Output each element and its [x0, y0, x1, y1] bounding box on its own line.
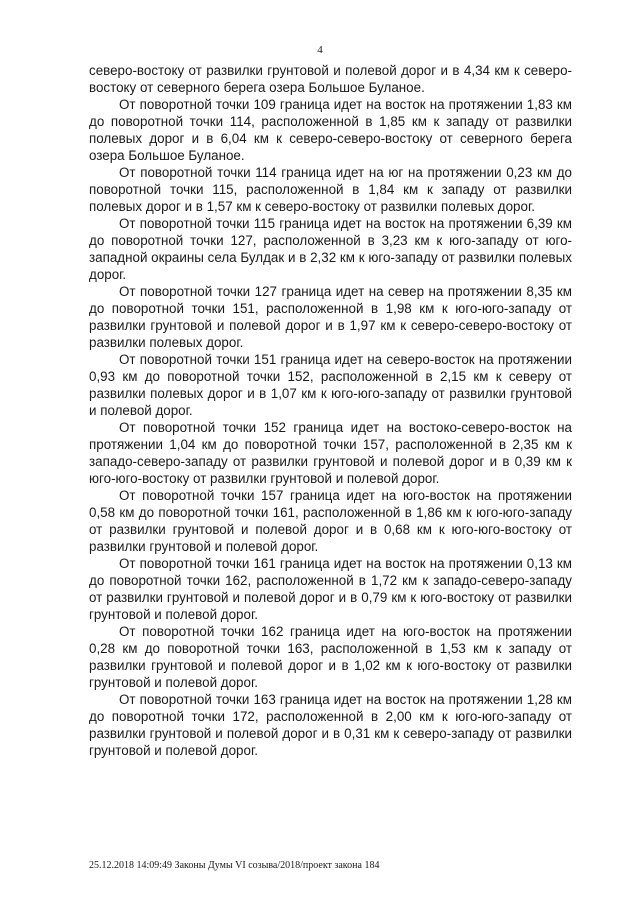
- paragraph: От поворотной точки 114 граница идет на юг на протяжении 0,23 км до поворотной точки 115, расположенной в 1,84 км к западу от развилки полевых дорог и в 1,57 км к северо-востоку от развилки полевых дорог.: [89, 165, 572, 214]
- paragraph: От поворотной точки 127 граница идет на север на протяжении 8,35 км до поворотной точки 151, расположенной в 1,98 км к юго-юго-западу от развилки грунтовой и полевой дорог и в 1,97 км к северо-северо-востоку от развилки полевых дорог.: [89, 284, 572, 350]
- paragraph: От поворотной точки 151 граница идет на северо-восток на протяжении 0,93 км до поворотной точки 152, расположенной в 2,15 км к северу от развилки полевых дорог и в 1,07 км к юго-юго-западу от развилки грунтовой и полевой дорог.: [89, 352, 572, 418]
- paragraph: От поворотной точки 161 граница идет на восток на протяжении 0,13 км до поворотной точки 162, расположенной в 1,72 км к западо-северо-западу от развилки грунтовой и полевой дорог и в 0,79 км к юго-востоку от развилки грунтовой и полевой дорог.: [89, 556, 572, 622]
- page-number: 4: [317, 44, 323, 56]
- paragraph: От поворотной точки 163 граница идет на восток на протяжении 1,28 км до поворотной точки 172, расположенной в 2,00 км к юго-юго-западу от развилки грунтовой и полевой дорог и в 0,31 км к северо-западу от развилки грунтовой и полевой дорог.: [89, 692, 572, 758]
- document-body: [89, 62, 572, 759]
- paragraph: От поворотной точки 152 граница идет на востоко-северо-восток на протяжении 1,04 км до поворотной точки 157, расположенной в 2,35 км к западо-северо-западу от развилки грунтовой и полевой дорог и в 0,39 км к юго-юго-востоку от развилки грунтовой и полевой дорог.: [89, 420, 572, 486]
- paragraph: От поворотной точки 162 граница идет на юго-восток на протяжении 0,28 км до поворотной точки 163, расположенной в 1,53 км к западу от развилки грунтовой и полевой дорог и в 1,02 км к юго-востоку от развилки грунтовой и полевой дорог.: [89, 624, 572, 690]
- paragraph: От поворотной точки 109 граница идет на восток на протяжении 1,83 км до поворотной точки 114, расположенной в 1,85 км к западу от развилки полевых дорог и в 6,04 км к северо-северо-востоку от северного берега озера Большое Буланое.: [89, 97, 572, 163]
- paragraph: От поворотной точки 115 граница идет на восток на протяжении 6,39 км до поворотной точки 127, расположенной в 3,23 км к юго-западу от юго-западной окраины села Булдак и в 2,32 км к юго-западу от развилки полевых дорог.: [89, 216, 572, 282]
- document-footer: 25.12.2018 14:09:49 Законы Думы VI созыва/2018/проект закона 184: [89, 860, 380, 871]
- paragraph: От поворотной точки 157 граница идет на юго-восток на протяжении 0,58 км до поворотной точки 161, расположенной в 1,86 км к юго-юго-западу от развилки грунтовой и полевой дорог и в 0,68 км к юго-юго-востоку от развилки грунтовой и полевой дорог.: [89, 488, 572, 554]
- paragraph: северо-востоку от развилки грунтовой и полевой дорог и в 4,34 км к северо-востоку от северного берега озера Большое Буланое.: [89, 63, 572, 95]
